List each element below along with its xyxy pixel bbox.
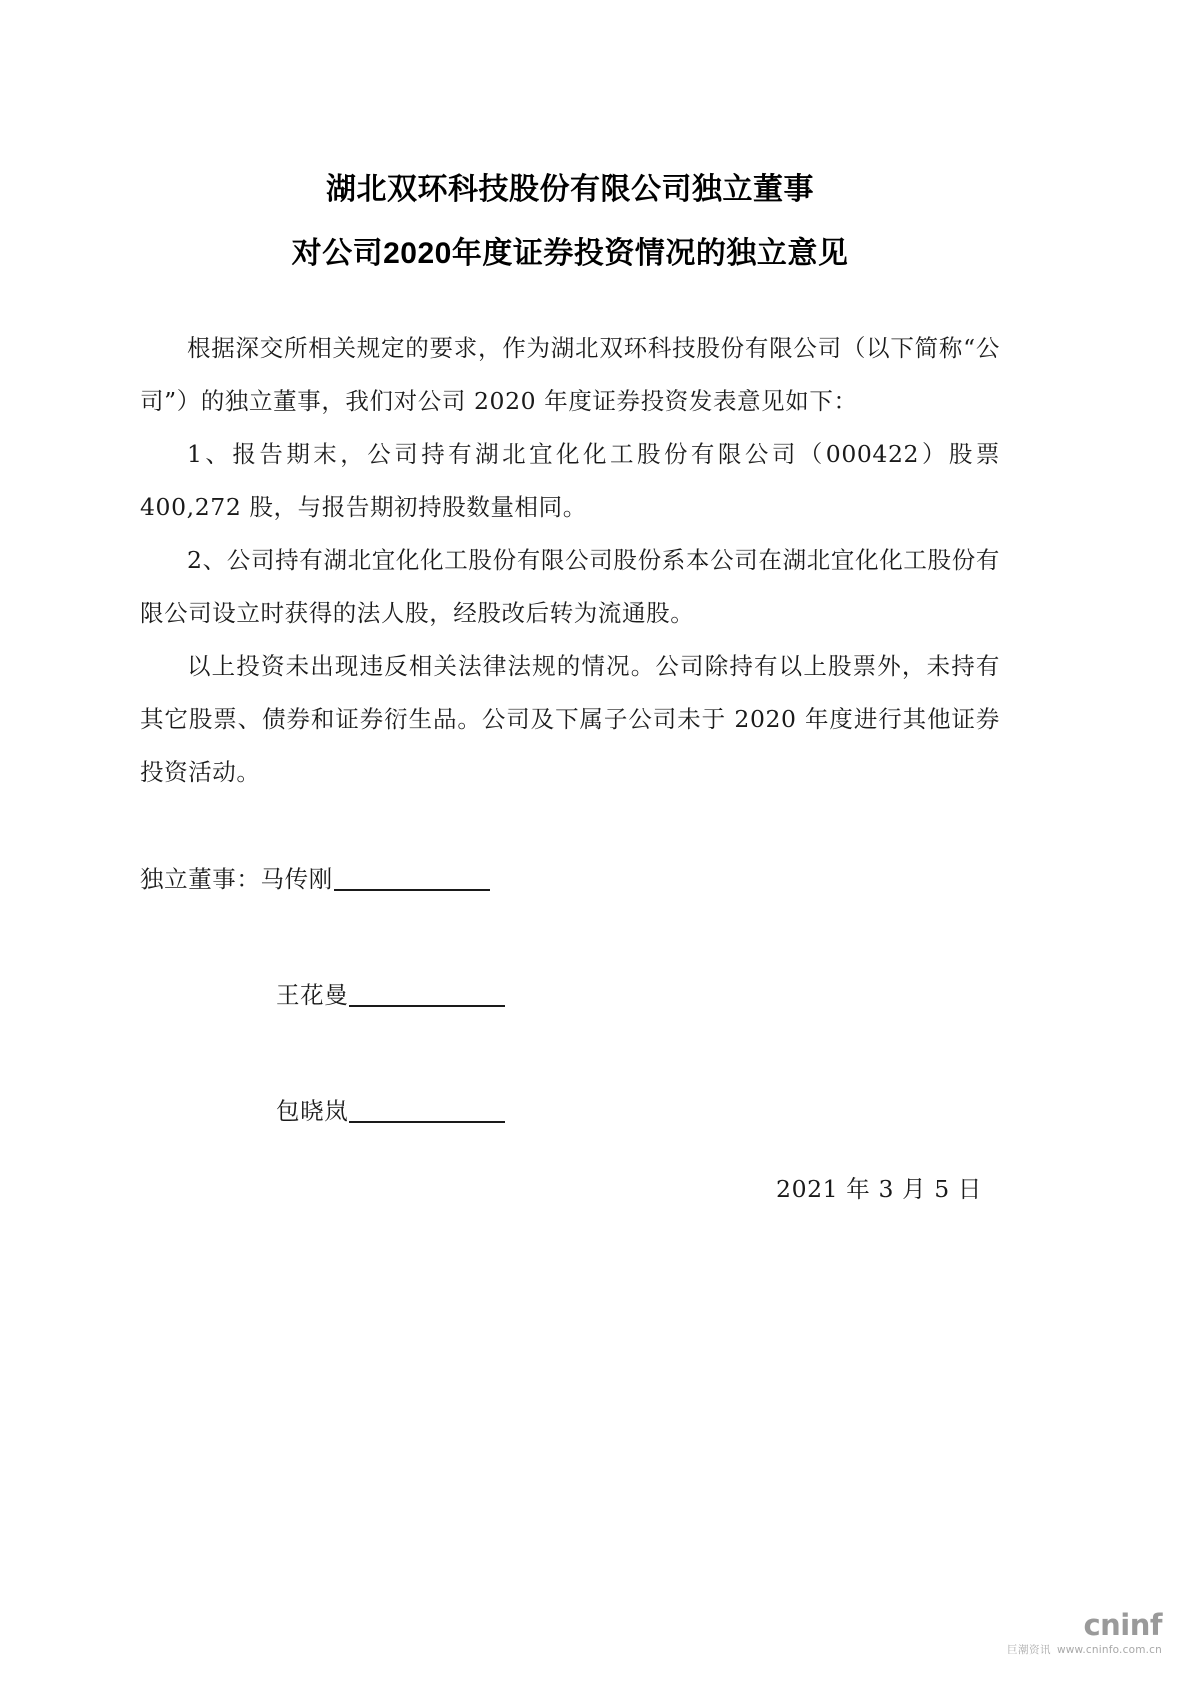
signature-row-3 (140, 1093, 1000, 1129)
signature-row-2 (140, 977, 1000, 1013)
signature-row-1 (140, 861, 1000, 897)
signature-line-3 (349, 1121, 505, 1123)
signature-name-3: 包晓岚 (276, 1097, 349, 1125)
signature-block (140, 861, 1000, 1207)
document-date: 2021 年 3 月 5 日 (776, 1175, 982, 1203)
signature-line-2 (349, 1005, 505, 1007)
signature-name-2: 王花曼 (276, 981, 349, 1009)
cninfo-watermark (1007, 1610, 1162, 1657)
signature-line-1 (334, 889, 490, 891)
title-line-2: 对公司2020年度证券投资情况的独立意见 (291, 237, 849, 270)
document-title (140, 0, 1000, 286)
cninfo-logo-url: www.cninfo.com.cn (1056, 1643, 1162, 1656)
document-body (140, 322, 1000, 799)
paragraph-conclusion: 以上投资未出现违反相关法律法规的情况。公司除持有以上股票外，未持有其它股票、债券和证券衍生品。公司及下属子公司未于 2020 年度进行其他证券投资活动。 (140, 652, 1000, 786)
cninfo-logo-sub (1007, 1642, 1162, 1657)
paragraph-intro: 根据深交所相关规定的要求，作为湖北双环科技股份有限公司（以下简称“公司”）的独立董事，我们对公司 2020 年度证券投资发表意见如下： (140, 334, 1000, 415)
document-content (140, 0, 1000, 1207)
cninfo-logo-cn: 巨潮资讯 (1006, 1644, 1051, 1656)
signature-name-1: 马传刚 (260, 865, 333, 893)
title-line-1: 湖北双环科技股份有限公司独立董事 (326, 173, 814, 206)
paragraph-item-2: 2、公司持有湖北宜化化工股份有限公司股份系本公司在湖北宜化化工股份有限公司设立时获得的法人股，经股改后转为流通股。 (140, 546, 1000, 627)
paragraph-item-1: 1、报告期末，公司持有湖北宜化化工股份有限公司（000422）股票400,272 股，与报告期初持股数量相同。 (140, 440, 1000, 521)
signature-label: 独立董事： (140, 865, 261, 893)
cninfo-logo-text: cninf (1083, 1608, 1162, 1642)
